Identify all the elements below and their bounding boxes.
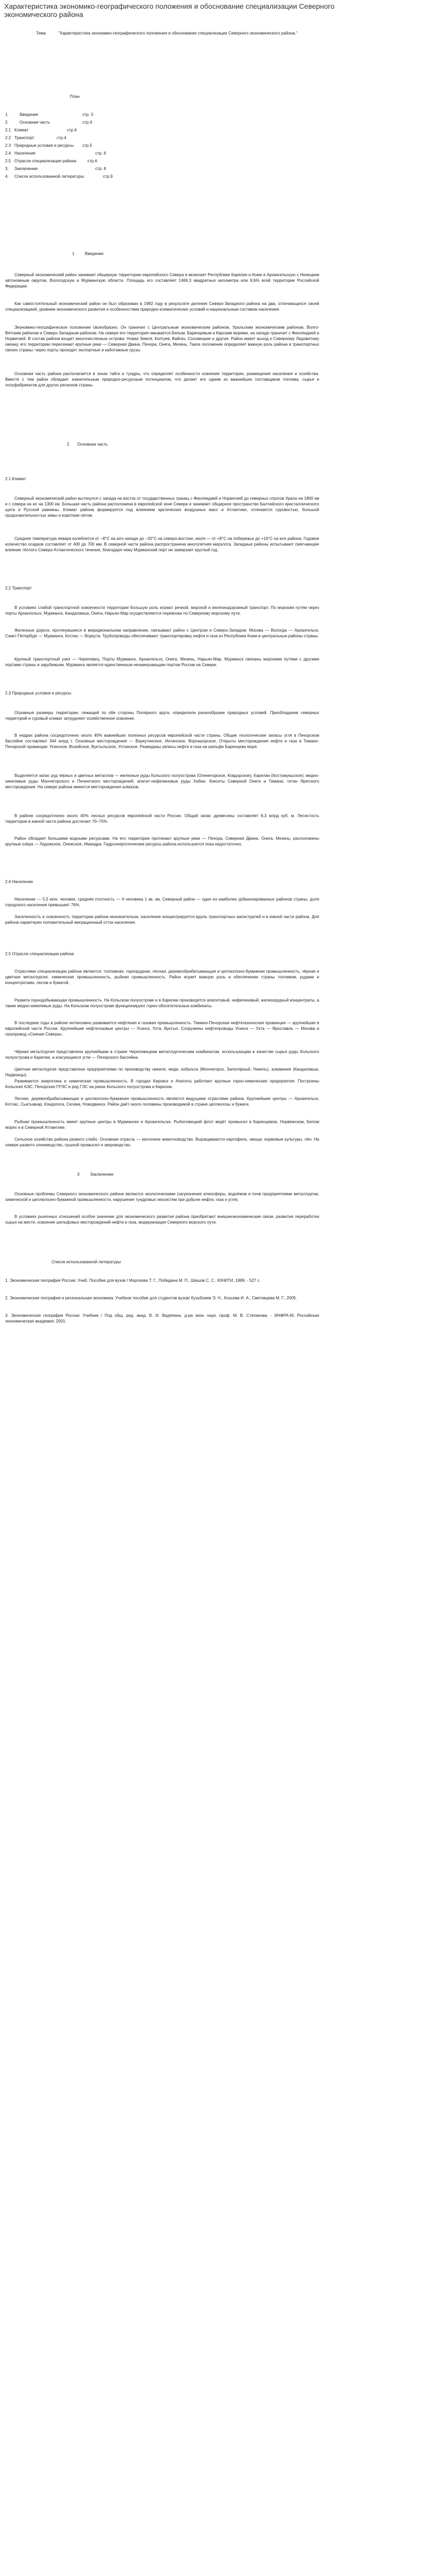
toc-page: стр.4 [57, 135, 66, 140]
section-number: 1 [72, 251, 75, 256]
toc-title: Население [14, 151, 36, 156]
toc-title: Введение [20, 112, 39, 117]
reference-item: 3. Экономическая география России: Учебник / Под общ. ред. акад. В. И. Видяпина, д-ра экон. наук, проф. М. В. Степанова. - ИНФРА-М, Российская экономическая академия, 2001. [5, 1313, 319, 1324]
paragraph: В условиях рыночных отношений особое значение для экономического развития района приобретают внешнеэкономические связи, развитие переработки сырья на месте, освоение шельфовых месторождений нефти и газа, модернизация Северного морского пути. [5, 1214, 319, 1225]
toc-row[interactable] [5, 158, 160, 166]
subsection-heading-industries: 2.5 Отрасли специализации района [5, 952, 74, 956]
paragraph: Чёрная металлургия представлена крупнейшим в стране Череповецким металлургическим комбинатом, использующим в качестве сырья руды Кольского полуострова и Карелии, а коксующиеся угли — Печорского бассейна. [5, 1049, 319, 1060]
toc-page: стр. 6 [95, 151, 107, 156]
paragraph: Основная часть района располагается в зонах тайги и тундры, что определяет особенности освоения территории, размещения населения и хозяйства. Вместе с тем район обладает значительным природно-ресурсным потенциалом, что делает его одним из важнейших поставщиков топлива, сырья и полуфабрикатов для других регионов страны. [5, 371, 319, 387]
topic-block [5, 30, 319, 36]
toc-row[interactable] [5, 174, 160, 181]
topic-text: "Характеристика экономико-географического положения и обоснование специализации Северного экономического района." [58, 31, 298, 36]
paragraph: Население — 5,5 млн. человек, средняя плотность — 4 человека 1 кв. км. Северный район — один из наиболее урбанизированных районов страны, доля городского населения превышает 76%. [5, 897, 319, 907]
toc-row[interactable] [5, 135, 160, 143]
subsection-heading-transport: 2.2 Транспорт [5, 586, 32, 590]
paragraph: Экономико-географическое положение своеобразно. Он граничит с Центральным экономическим районом, Уральским экономическим районом, Волго-Вятским районом и Северо-Западным районом. На севере его территория омывается Белым, Баренцевым и Карским морями, на западе граничит с Финляндией и Норвегией. В состав района входят многочисленные острова: Новая Земля, Колгуев, Вайгач, Соловецкие и другие. Район имеет выход к Северному Ледовитому океану, его территорию пересекают крупные реки — Северная Двина, Печора, Онега, Мезень. Такое положение определяет важную роль района в транспортных связях страны: через порты проходят экспортные и каботажные грузы. [5, 325, 319, 352]
toc-num: 2.2 [5, 135, 11, 140]
toc-num: 1. [5, 112, 9, 117]
toc-row[interactable] [5, 112, 160, 120]
paragraph: Заселенность и освоенность территории района незначительна, население концентрируется вдоль транспортных магистралей и в южной части района. Для района характерен положительный миграционный отток населения. [5, 914, 319, 925]
paragraph: Развита горнодобывающая промышленность. На Кольском полуострове и в Карелии производятся апатитовый, нефелиновый, железорудный концентраты, а также медно-никелевые руды. На Кольском полуострове функционируют горно-обогатительные комбинаты. [5, 998, 319, 1008]
paragraph: В условиях слабой транспортной освоенности территории большую роль играют речной, морской и железнодорожный транспорт. По морским путям через порты Архангельск, Мурманск, Кандалакша, Онега, Нарьян-Мар осуществляются перевозки по Северному морскому пути. [5, 605, 319, 616]
paragraph: Рыбная промышленность имеет крупные центры в Мурманске и Архангельске. Рыболовецкий флот ведёт промысел в Баренцевом, Норвежском, Белом морях и в Северной Атлантике. [5, 1120, 319, 1130]
toc-num: 2.4 [5, 151, 11, 156]
toc-title: Список использованной литературы [14, 174, 84, 179]
paragraph: Огромные размеры территории, лежащей по обе стороны Полярного круга, определили разнообразие природных условий. Преобладание северных территорий и суровый климат затрудняют хозяйственное освоение. [5, 710, 319, 721]
toc-title: Заключение [14, 166, 38, 171]
toc-num: 2. [5, 120, 9, 125]
plan-heading: План [69, 94, 80, 99]
table-of-contents [5, 112, 160, 181]
paragraph: В последние годы в районе интенсивно развивается нефтяная и газовая промышленность. Тимано-Печорская нефтегазоносная провинция — крупнейшая в европейской части России. Крупнейшие нефтегазовые центры — Усинск, Ухта, Вуктыл. Сооружены нефтепроводы Усинск — Ухта — Ярославль — Москва и газопровод «Сияние Севера». [5, 1021, 319, 1037]
toc-row[interactable] [5, 120, 160, 127]
paragraph: Крупный транспортный узел — Череповец. Порты Мурманск, Архангельск, Онега, Мезень, Нарьян-Мар, Мурманск связаны морскими путями с другими портами страны и зарубежьем. Мурманск является единственным незамерзающим портом России на Севере. [5, 657, 319, 667]
toc-page: стр.5 [82, 143, 92, 148]
paragraph: Район обладает большими водными ресурсами. На его территории протекают крупные реки — Печора, Северная Двина, Онега, Мезень; расположены крупные озёра — Ладожское, Онежское, Имандра. Гидроэнергетические ресурсы района используются пока недостаточно. [5, 836, 319, 846]
paragraph: В районе сосредоточено около 40% лесных ресурсов европейской части России. Общий запас древесины составляет 8,3 млрд куб. м. Лесистость территории в южной части района достигает 70–75%. [5, 814, 319, 824]
toc-page: стр. 3 [82, 112, 94, 117]
paragraph: Железные дороги, протянувшиеся в меридиональном направлении, связывают район с Центром и Северо-Западом: Москва — Вологда — Архангельск, Санкт-Петербург — Мурманск, Котлас — Воркута. Трубопроводы обеспечивают транспортировку нефти и газа из Республики Коми в центральные районы страны. [5, 628, 319, 638]
toc-row[interactable] [5, 166, 160, 174]
topic-label: Тема [36, 31, 46, 36]
paragraph: Северный экономический район вытянулся с запада на восток от государственных границ с Финляндией и Норвегией до северных отрогов Урала на 1800 км и с севера на юг на 1300 км. Большая часть района расположена в европейской зоне Севера и занимает общирное пространство Балтийского кристаллического щита и Русской равнины. Климат района формируется под влиянием арктических воздушных масс и Атлантики, отличается суровостью, большой продолжительностью зимы и коротким летом. [5, 496, 319, 518]
paragraph: Лесная, деревообрабатывающая и целлюлозно-бумажная промышленность являются ведущими отраслями района. Крупнейшие центры — Архангельск, Котлас, Сыктывкар, Кондопога, Сегежа, Новодвинск. Район даёт около половины производимой в стране целлюлозы и бумаги. [5, 1096, 319, 1107]
toc-page: стр.6 [88, 159, 97, 163]
paragraph: Отраслями специализации района являются: топливная, горнорудная, лесная, деревообрабатывающая и целлюлозно-бумажная промышленность, чёрная и цветная металлургия, химическая промышленность, рыбная промышленность. Район играет важную роль в обеспечении страны топливом, рудами и концентратами, лесом и бумагой. [5, 969, 319, 985]
reference-item: 1. Экономическая география России: Учеб. Пособие для вузов / Морозова Т. Г., Победина М. П., Шишов С. С.: ЮНИТИ, 1999. - 527 с. [5, 1278, 261, 1283]
toc-row[interactable] [5, 150, 160, 158]
toc-title: Природные условия и ресурсы [14, 143, 74, 148]
paragraph: Выделяется запас руд чёрных и цветных металлов — железные руды Кольского полуострова (Оленегорское, Ковдорское), Карелии (Костомукшское); медно-никелевые руды Мончегорского и Печенгского месторождений; апатит-нефелиновые руды Хибин; бокситы Северной Онеги и Тимана; титан Ярегского месторождения. На севере района имеются месторождения алмазов. [5, 773, 319, 789]
toc-page: стр.4 [82, 120, 92, 125]
toc-num: 2.1 [5, 128, 11, 132]
references-heading: Список использованной литературы [51, 1260, 121, 1264]
toc-title: Транспорт [14, 135, 34, 140]
toc-page: стр.4 [67, 128, 77, 132]
section-heading-main: Основная часть [77, 442, 108, 447]
paragraph: Средняя температура января колеблется от −8°С на юго-западе до −20°С на северо-востоке, июля — от +8°С на побережье до +16°С на юге района. Годовое количество осадков составляет от 400 до 700 мм. В северной части района распространена многолетняя мерзлота. Западные районы испытывают смягчающее влияние тёплого Северо-Атлантического течения, благодаря чему Мурманский порт не замерзает круглый год. [5, 536, 319, 552]
paragraph: Развивается энергетика и химическая промышленность. В городах Кировск и Апатиты работают крупные горно-химические предприятия. Построены Кольская АЭС, Печорская ГРЭС и ряд ГЭС на реках Кольского полуострова и Карелии. [5, 1079, 319, 1089]
subsection-heading-climate: 2.1 Климат [5, 477, 26, 481]
toc-num: 4. [5, 174, 9, 179]
toc-title: Отрасли специализации района [14, 159, 77, 163]
subsection-heading-population: 2.4 Население [5, 879, 33, 884]
toc-num: 2.5 [5, 159, 11, 163]
paragraph: Сельское хозяйство района развито слабо. Основная отрасль — молочное животноводство. Выращиваются картофель, овощи, кормовые культуры, лён. На севере развито оленеводство, пушной промысел и звероводство. [5, 1137, 319, 1147]
toc-row[interactable] [5, 127, 160, 135]
toc-num: 3. [5, 166, 9, 171]
toc-title: Климат [14, 128, 29, 132]
subsection-heading-nature: 2.3 Природные условия и ресурсы [5, 691, 72, 696]
section-heading-intro: Введение [85, 251, 104, 256]
toc-row[interactable] [5, 143, 160, 150]
section-heading-conclusion: Заключение [90, 1172, 114, 1177]
paragraph: В недрах района сосредоточено около 40% важнейших полезных ресурсов европейской части страны. Общие геологические запасы угля в Печорском бассейне составляют 344 млрд т. Основные месторождения — Воркутинское, Интинское, Воргашорское. Открыты месторождения нефти и газа в Тимано-Печорской провинции: Усинское, Возейское, Вуктыльское, Ухтинское. Разведаны запасы нефти и газа на шельфе Баренцева моря. [5, 733, 319, 749]
paragraph: Северный экономический район занимает общирную территорию европейского Севера в включает Республики Карелия и Коми и Архангельскую с Ненецким автономным округом, Вологодскую и Мурманскую области. Площадь его составляет 1466,3 квадратных километра или 8,6% всей территории Российской Федерации. [5, 273, 319, 289]
reference-item: 2. Экономическая география и региональная экономика: Учебное пособие для студентов вузов/ Кузьбожев Э. Н., Козьева И. А., Световцева М. Г., 2005. [5, 1296, 297, 1300]
paragraph: Как самостоятельный экономический район он был образован в 1982 году в результате деления Северо-Западного района на два, отличающихся своей специализацией, уровнем экономического развития и особенностями природно-климатических условий и национальным составом населения. [5, 301, 319, 312]
paragraph: Цветная металлургия представлена предприятиями по производству никеля, меди, кобальта (Мончегорск, Заполярный, Никель), алюминия (Кандалакша, Надвоицы). [5, 1067, 319, 1077]
page-title: Характеристика экономико-географического положения и обоснование специализации Северного экономического района [4, 2, 335, 19]
section-number: 3 [77, 1172, 80, 1177]
toc-page: стр. 8 [95, 166, 107, 171]
toc-title: Основная часть [20, 120, 50, 125]
paragraph: Основные проблемы Северного экономического района являются экологическими (загрязнение атмосферы, водоёмов и почв предприятиями металлургии, химической и целлюлозно-бумажной промышленности, нарушение тундровых экосистем при добыче нефти, газа и угля). [5, 1192, 319, 1202]
section-number: 2 [67, 442, 69, 447]
toc-page: стр.9 [103, 174, 113, 179]
toc-num: 2.3 [5, 143, 11, 148]
